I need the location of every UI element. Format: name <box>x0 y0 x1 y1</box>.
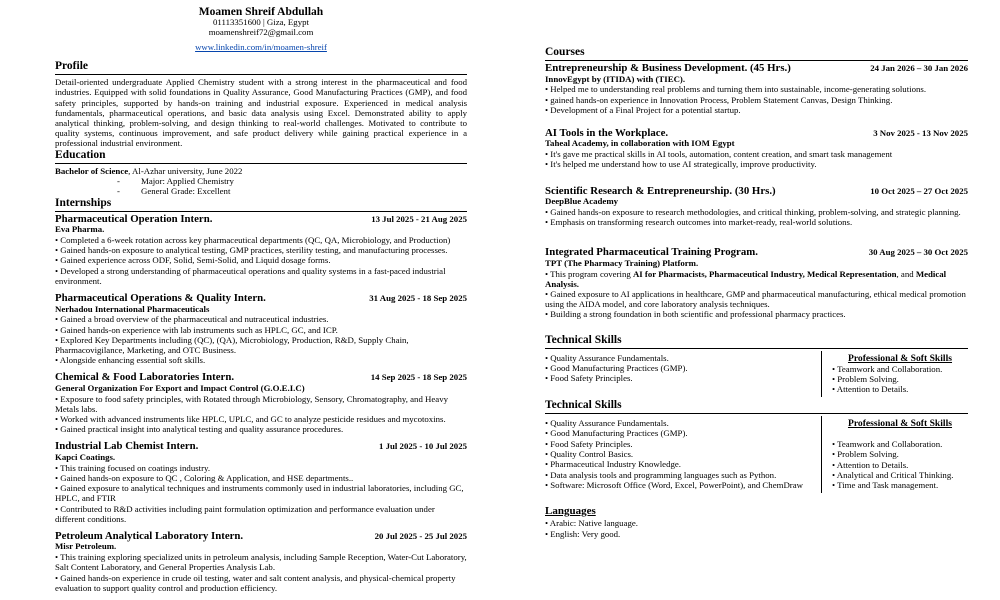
entry-bullet: • gained hands-on experience in Innovation Process, Problem Statement Canvas, Design Thinking. <box>545 95 968 105</box>
entry-bullet: • Explored Key Departments including (QC), (QA), Microbiology, Production, R&D, Supply Chain, Pharmacovigilance, Marketing, and OTC Business. <box>55 335 467 355</box>
bullet-text-bold: Medical Analysis. <box>545 268 947 289</box>
entry-date: 1 Jul 2025 - 10 Jul 2025 <box>379 441 467 452</box>
entry-title: Scientific Research & Entrepreneurship. (30 Hrs.) <box>545 184 776 197</box>
skill-item: • Software: Microsoft Office (Word, Excel, PowerPoint), and ChemDraw <box>545 480 815 490</box>
entry-date: 31 Aug 2025 - 18 Sep 2025 <box>369 293 467 304</box>
skill-item: • Attention to Details. <box>832 460 968 470</box>
entry-organization: Misr Petroleum. <box>55 541 117 552</box>
skill-item: • Problem Solving. <box>832 449 968 459</box>
soft-skills-panel <box>821 351 968 397</box>
education-item <box>55 176 467 186</box>
entry-bullet: • Gained hands-on experience with lab instruments such as HPLC, GC, and ICP. <box>55 325 467 335</box>
course-entry <box>545 247 968 319</box>
phone-location: 01113351600 | Giza, Egypt <box>213 17 309 27</box>
entry-bullet: • It's gave me practical skills in AI tools, automation, content creation, and smart task management <box>545 149 968 159</box>
technical-skills-list <box>545 416 815 493</box>
entry-bullet: • Gained hands-on exposure to QC , Coloring & Application, and HSE departments.. <box>55 473 467 483</box>
entry-bullet: • Emphasis on transforming research outcomes into market-ready, real-world solutions. <box>545 217 968 227</box>
internships-section-title: Internships <box>55 197 467 212</box>
entry-title: Petroleum Analytical Laboratory Intern. <box>55 529 244 542</box>
entry-title: Chemical & Food Laboratories Intern. <box>55 371 235 384</box>
skill-item: • Analytical and Critical Thinking. <box>832 470 968 480</box>
entry-title: Pharmaceutical Operation Intern. <box>55 212 213 225</box>
resume-header <box>55 6 467 55</box>
soft-skills-title: Professional & Soft Skills <box>847 417 953 429</box>
spacer <box>832 429 968 439</box>
technical-skills-list <box>545 351 815 397</box>
dash-marker: - <box>117 176 120 187</box>
entry-bullet: • It's helped me understand how to use AI strategically, improve productivity. <box>545 159 968 169</box>
entry-bullet <box>545 269 968 289</box>
entry-bullet: • This training focused on coatings industry. <box>55 463 467 473</box>
skill-item: • Quality Assurance Fundamentals. <box>545 418 815 428</box>
bullet-text: This program covering <box>550 268 633 279</box>
education-section-title: Education <box>55 149 467 164</box>
technical-skills-block-1 <box>545 334 968 397</box>
skill-item: • Attention to Details. <box>832 384 968 394</box>
entry-bullet: • Developed a strong understanding of pharmaceutical operations and quality systems in a fast-paced industrial environment. <box>55 266 467 286</box>
skill-item: • Good Manufacturing Practices (GMP). <box>545 428 815 438</box>
education-item-text: General Grade: Excellent <box>141 186 231 197</box>
degree-line <box>55 166 467 177</box>
skill-item: • Teamwork and Collaboration. <box>832 364 968 374</box>
course-entry <box>545 186 968 228</box>
resume-right-column <box>545 46 968 539</box>
resume-left-column <box>55 6 467 600</box>
skill-item: • Teamwork and Collaboration. <box>832 439 968 449</box>
soft-skills-title: Professional & Soft Skills <box>847 352 953 364</box>
skill-item: • Quality Assurance Fundamentals. <box>545 353 815 363</box>
entry-bullet: • Gained exposure to analytical techniques and instruments commonly used in industrial laboratories, including GC, HPLC, and FTIR <box>55 483 467 503</box>
entry-bullet: • Gained a broad overview of the pharmaceutical and nutraceutical industries. <box>55 314 467 324</box>
entry-bullet: • Helped me to understanding real problems and turning them into sustainable, income-generating solutions. <box>545 84 968 94</box>
entry-organization: Kapci Coatings. <box>55 451 116 462</box>
technical-skills-block-2 <box>545 399 968 493</box>
language-item: • English: Very good. <box>545 529 968 539</box>
entry-title: AI Tools in the Workplace. <box>545 126 669 139</box>
entry-date: 24 Jan 2026 – 30 Jan 2026 <box>870 63 968 73</box>
internship-entry <box>55 293 467 365</box>
degree-name: Bachelor of Science <box>55 165 129 176</box>
entry-bullet: • Gained exposure to AI applications in healthcare, GMP and pharmaceutical manufacturing, ethical medical promotion using the AIDA model, and core laboratory analysis techniques. <box>545 289 968 309</box>
education-item-text: Major: Applied Chemistry <box>141 176 234 187</box>
skill-item: • Food Safety Principles. <box>545 373 815 383</box>
entry-title: Industrial Lab Chemist Intern. <box>55 440 199 453</box>
entry-bullet: • Gained hands-on experience in crude oil testing, water and salt content analysis, and physical-chemical property evaluation to support quality control and production efficiency. <box>55 573 467 593</box>
skill-item: • Food Safety Principles. <box>545 439 815 449</box>
entry-date: 13 Jul 2025 - 21 Aug 2025 <box>371 213 467 224</box>
entry-date: 3 Nov 2025 - 13 Nov 2025 <box>873 127 968 138</box>
entry-organization: Nerhadou International Pharmaceuticals <box>55 303 210 314</box>
entry-bullet: • Contributed to R&D activities including paint formulation optimization and performance evaluation under different conditions. <box>55 504 467 524</box>
entry-bullet: • Gained practical insight into analytical testing and quality assurance procedures. <box>55 424 467 434</box>
skill-item: • Pharmaceutical Industry Knowledge. <box>545 459 815 469</box>
entry-date: 20 Jul 2025 - 25 Jul 2025 <box>374 530 467 541</box>
linkedin-link[interactable]: www.linkedin.com/in/moamen-shreif <box>195 42 327 53</box>
bullet-text-bold: AI for Pharmacists, Pharmaceutical Industry, Medical Representation <box>632 268 897 279</box>
course-entry <box>545 128 968 170</box>
entry-organization: TPT (The Pharmacy Training) Platform. <box>545 257 699 268</box>
entry-title: Entrepreneurship & Business Development. (45 Hrs.) <box>545 62 791 74</box>
entry-organization: InnovEgypt by (ITIDA) with (TIEC). <box>545 73 686 84</box>
profile-text: Detail-oriented undergraduate Applied Chemistry student with a strong interest in the pharmaceutical and food industries. Equipped with solid foundations in Quality Assurance, Good Manufacturing Practices (GMP), and food safety principles, supported by hands-on training and industrial exposure. Experienced in medical analysis fundamentals, pharmaceutical operations, and basic data analysis using Excel. Demonstrated ability to apply analytical thinking, problem-solving, and design thinking to real-world challenges. Motivated to contribute to quality systems, continuous improvement, and safe product delivery while gaining practical experience in a professional industrial environment. <box>55 77 467 149</box>
entry-organization: Eva Pharma. <box>55 224 105 235</box>
soft-skills-panel <box>821 416 968 493</box>
courses-section-title: Courses <box>545 46 968 61</box>
language-item: • Arabic: Native language. <box>545 518 968 528</box>
candidate-name: Moamen Shreif Abdullah <box>198 6 324 18</box>
technical-skills-title: Technical Skills <box>545 334 968 349</box>
entry-bullet: • Worked with advanced instruments like HPLC, UPLC, and GC to analyze pesticide residues and mycotoxins. <box>55 414 467 424</box>
skill-item: • Quality Control Basics. <box>545 449 815 459</box>
entry-organization: General Organization For Export and Impact Control (G.O.E.I.C) <box>55 382 305 393</box>
degree-details: , Al-Azhar university, June 2022 <box>128 165 243 176</box>
entry-bullet: • Gained experience across ODF, Solid, Semi-Solid, and Liquid dosage forms. <box>55 255 467 265</box>
entry-title: Pharmaceutical Operations & Quality Intern. <box>55 292 266 305</box>
entry-organization: Taheal Academy, in collaboration with IOM Egypt <box>545 138 735 149</box>
entry-title: Integrated Pharmaceutical Training Program. <box>545 246 758 259</box>
course-entry <box>545 63 968 115</box>
entry-bullet: • This training exploring specialized units in petroleum analysis, including Sample Reception, Water-Cut Laboratory, Salt Content Laboratory, and General Properties Analysis Lab. <box>55 552 467 572</box>
skill-item: • Time and Task management. <box>832 480 968 490</box>
entry-date: 14 Sep 2025 - 18 Sep 2025 <box>370 372 467 383</box>
internship-entry <box>55 372 467 434</box>
skill-item: • Problem Solving. <box>832 374 968 384</box>
entry-bullet: • Gained hands-on exposure to research methodologies, and critical thinking, problem-solving, and strategic planning. <box>545 207 968 217</box>
entry-bullet: • Building a strong foundation in both scientific and professional pharmacy practices. <box>545 309 968 319</box>
skill-item: • Data analysis tools and programming languages such as Python. <box>545 470 815 480</box>
languages-title: Languages <box>545 504 596 517</box>
skill-item: • Good Manufacturing Practices (GMP). <box>545 363 815 373</box>
internship-entry <box>55 441 467 524</box>
entry-date: 10 Oct 2025 – 27 Oct 2025 <box>870 185 968 196</box>
entry-bullet: • Gained hands-on exposure to analytical testing, GMP practices, sterility testing, and manufacturing processes. <box>55 245 467 255</box>
internship-entry <box>55 214 467 286</box>
dash-marker: - <box>117 186 120 197</box>
entry-bullet: • Development of a Final Project for a potential startup. <box>545 105 968 115</box>
entry-organization: DeepBlue Academy <box>545 196 619 207</box>
entry-bullet: • Alongside enhancing essential soft skills. <box>55 355 467 365</box>
languages-section <box>545 505 968 539</box>
internship-entry <box>55 531 467 593</box>
entry-bullet: • Completed a 6-week rotation across key pharmaceutical departments (QC, QA, Microbiology, and Production) <box>55 235 467 245</box>
technical-skills-title: Technical Skills <box>545 399 968 414</box>
bullet-text: , and <box>896 268 916 279</box>
education-item <box>55 186 467 196</box>
entry-date: 30 Aug 2025 – 30 Oct 2025 <box>868 247 968 258</box>
entry-bullet: • Exposure to food safety principles, with Rotated through Microbiology, Sensory, Chromatography, and Heavy Metals labs. <box>55 394 467 414</box>
profile-section-title: Profile <box>55 60 467 75</box>
email-address: moamenshreif72@gmail.com <box>208 26 314 37</box>
